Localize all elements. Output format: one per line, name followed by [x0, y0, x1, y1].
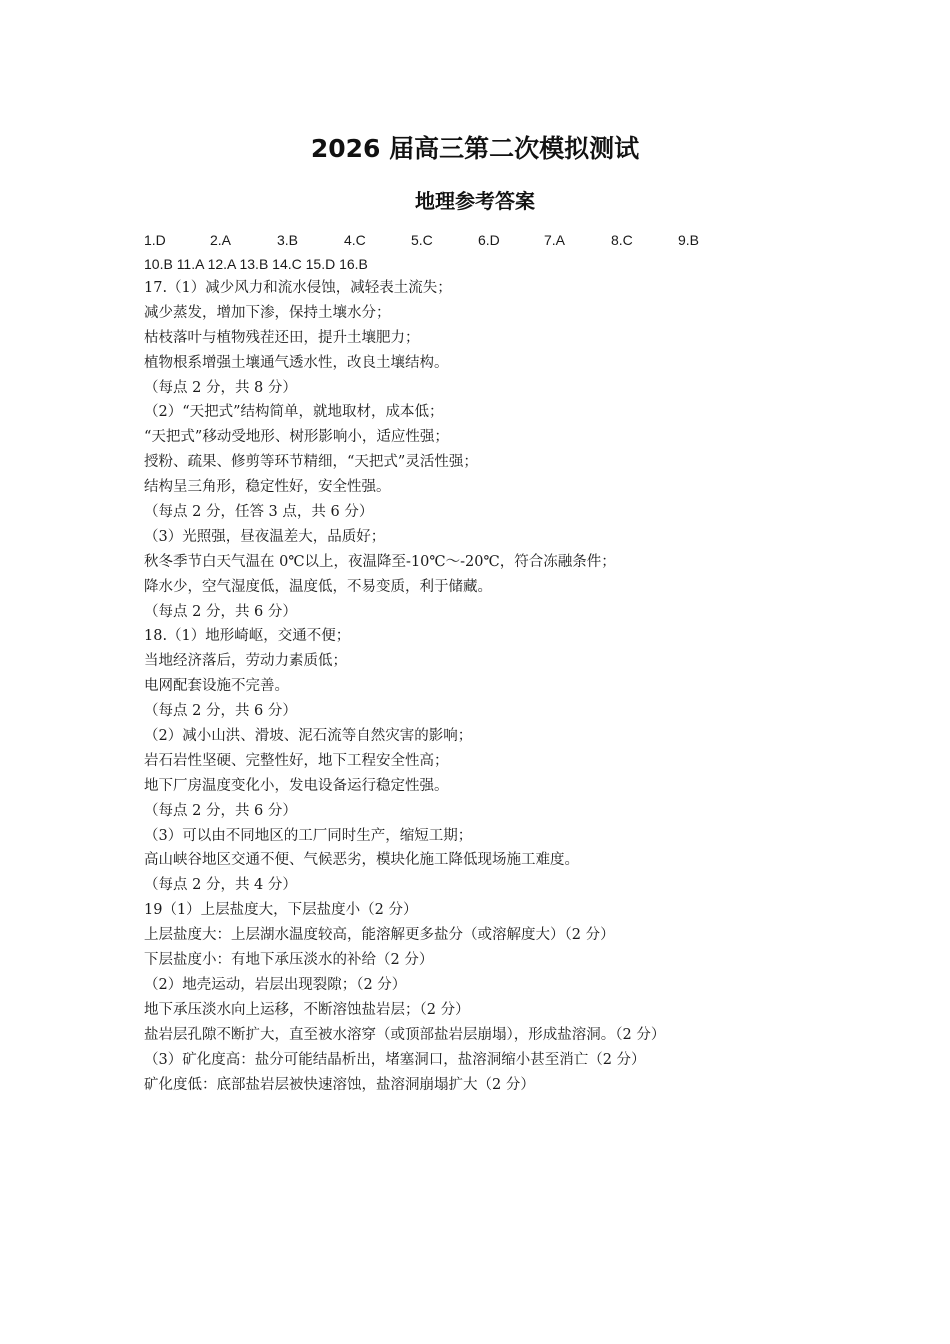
answer-line: 秋冬季节白天气温在 0℃以上，夜温降至-10℃～-20℃，符合冻融条件； — [144, 553, 616, 570]
answer-line: 枯枝落叶与植物残茬还田，提升土壤肥力； — [144, 329, 420, 346]
choice-answer: 2.A — [210, 232, 232, 248]
answer-line: 17.（1）减少风力和流水侵蚀，减轻表土流失； — [144, 280, 452, 296]
answer-line: 降水少，空气湿度低，温度低，不易变质，利于储藏。 — [144, 578, 492, 595]
answer-line: 19（1）上层盐度大，下层盐度小（2 分） — [144, 902, 418, 919]
choice-answers-row-2: 10.B 11.A 12.A 13.B 14.C 15.D 16.B — [144, 256, 368, 272]
page-subtitle: 地理参考答案 — [415, 189, 535, 213]
page-title: 2026 届高三第二次模拟测试 — [310, 134, 640, 163]
answer-line: （3）光照强，昼夜温差大，品质好； — [144, 528, 386, 545]
choice-answer: 5.C — [411, 232, 433, 248]
answer-line: （3）矿化度高：盐分可能结晶析出，堵塞洞口，盐溶洞缩小甚至消亡（2 分） — [144, 1051, 646, 1068]
answer-line: 岩石岩性坚硬、完整性好，地下工程安全性高； — [144, 752, 449, 769]
choice-answer: 9.B — [678, 232, 700, 248]
answer-line: （每点 2 分，任答 3 点，共 6 分） — [144, 504, 374, 521]
answer-line: 下层盐度小：有地下承压淡水的补给（2 分） — [144, 952, 434, 969]
answer-line: 地下承压淡水向上运移，不断溶蚀盐岩层；（2 分） — [144, 1001, 470, 1018]
answer-line: （每点 2 分，共 4 分） — [144, 877, 297, 894]
answer-line: 上层盐度大：上层湖水温度较高，能溶解更多盐分（或溶解度大）（2 分） — [144, 927, 615, 944]
answer-line: 授粉、疏果、修剪等环节精细，“天把式”灵活性强； — [144, 454, 478, 471]
answer-line: 减少蒸发，增加下渗，保持土壤水分； — [144, 304, 391, 321]
answer-line: 盐岩层孔隙不断扩大，直至被水溶穿（或顶部盐岩层崩塌），形成盐溶洞。（2 分） — [144, 1026, 666, 1043]
answer-line: （2）“天把式”结构简单，就地取材，成本低； — [144, 404, 444, 421]
choice-answer: 1.D — [144, 232, 166, 248]
answer-line: （每点 2 分，共 8 分） — [144, 379, 297, 396]
answer-line: 地下厂房温度变化小，发电设备运行稳定性强。 — [144, 777, 449, 794]
answer-line: （每点 2 分，共 6 分） — [144, 802, 297, 819]
answer-line: 电网配套设施不完善。 — [144, 678, 289, 695]
answer-line: 当地经济落后，劳动力素质低； — [144, 653, 347, 670]
answer-line: （每点 2 分，共 6 分） — [144, 603, 297, 620]
answer-line: （2）减小山洪、滑坡、泥石流等自然灾害的影响； — [144, 728, 473, 745]
choice-answer: 7.A — [544, 232, 566, 248]
answer-line: （3）可以由不同地区的工厂同时生产，缩短工期； — [144, 827, 473, 844]
choice-answers-row-1 — [144, 229, 844, 251]
answer-line: 植物根系增强土壤通气透水性，改良土壤结构。 — [144, 354, 449, 371]
answer-body — [144, 276, 924, 1097]
answer-line: （2）地壳运动，岩层出现裂隙；（2 分） — [144, 976, 407, 993]
answer-line: 18.（1）地形崎岖，交通不便； — [144, 628, 351, 645]
choice-answer: 4.C — [344, 232, 366, 248]
answer-line: 结构呈三角形，稳定性好，安全性强。 — [144, 479, 391, 496]
choice-answer: 8.C — [611, 232, 633, 248]
choice-answer: 6.D — [478, 232, 500, 248]
answer-line: 矿化度低：底部盐岩层被快速溶蚀，盐溶洞崩塌扩大（2 分） — [144, 1076, 535, 1093]
choice-answer: 3.B — [277, 232, 299, 248]
answer-line: （每点 2 分，共 6 分） — [144, 703, 297, 720]
answer-line: 高山峡谷地区交通不便、气候恶劣，模块化施工降低现场施工难度。 — [144, 852, 579, 869]
answer-line: “天把式”移动受地形、树形影响小，适应性强； — [144, 429, 449, 446]
